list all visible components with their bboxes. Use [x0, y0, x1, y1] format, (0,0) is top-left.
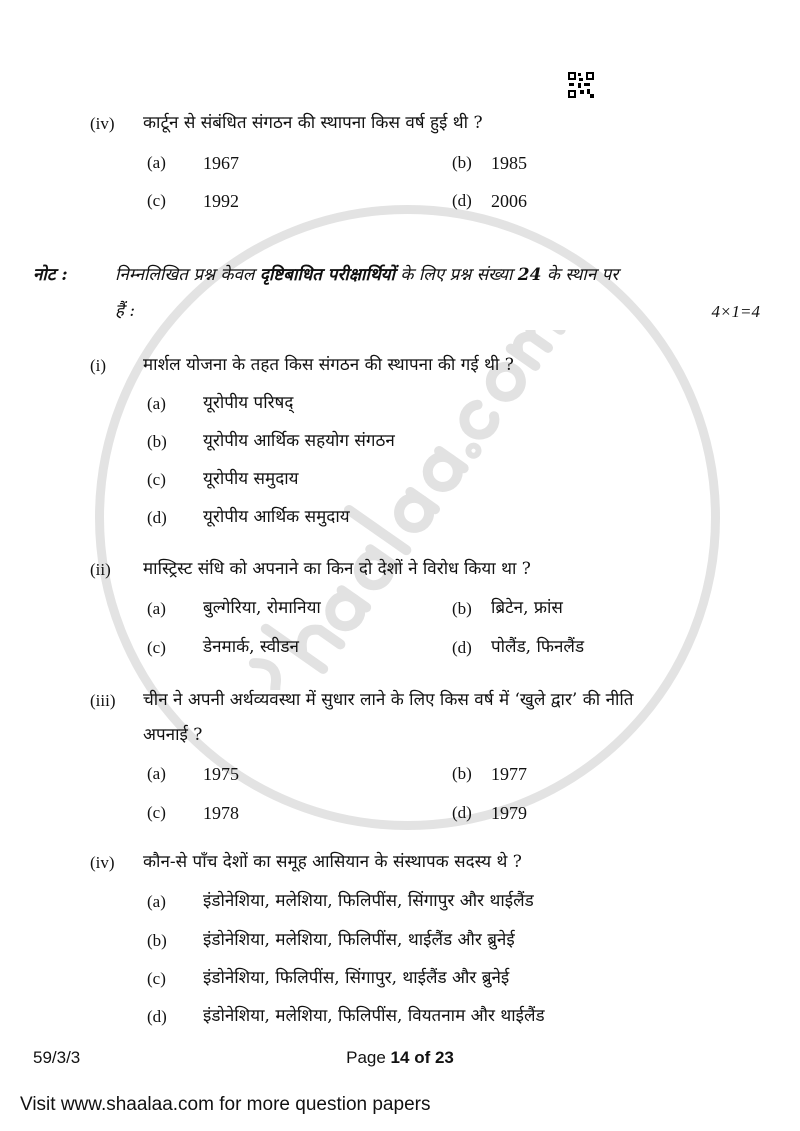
option-label: (b): [147, 931, 167, 950]
option-text: 1992: [203, 191, 239, 211]
qr-code-icon: [568, 72, 594, 98]
option-label: (a): [147, 394, 166, 413]
note-text-mid: के लिए प्रश्न संख्या: [394, 265, 518, 285]
option-text: यूरोपीय परिषद्: [203, 393, 294, 413]
option-label: (a): [147, 892, 166, 911]
note-label: नोट :: [33, 265, 68, 285]
option-label: (d): [452, 803, 472, 822]
page-current: 14: [390, 1048, 410, 1067]
note-text-pre: निम्नलिखित प्रश्न केवल: [115, 265, 260, 285]
option-text: 1985: [491, 153, 527, 173]
question-text: कार्टून से संबंधित संगठन की स्थापना किस वर्ष हुई थी ?: [143, 113, 483, 133]
option-label: (b): [147, 432, 167, 451]
option-text: इंडोनेशिया, मलेशिया, फिलिपींस, सिंगापुर और थाईलैंड: [203, 891, 534, 911]
question-number: (iv): [90, 853, 115, 872]
option-text: ब्रिटेन, फ्रांस: [491, 598, 563, 618]
page-prefix: Page: [346, 1048, 391, 1067]
option-label: (a): [147, 153, 166, 172]
option-label: (c): [147, 638, 166, 657]
paper-code: 59/3/3: [33, 1048, 81, 1067]
option-text: बुल्गेरिया, रोमानिया: [203, 598, 321, 618]
question-text: चीन ने अपनी अर्थव्यवस्था में सुधार लाने के लिए किस वर्ष में ‘खुले द्वार’ की नीति: [143, 690, 634, 710]
question-text: मार्शल योजना के तहत किस संगठन की स्थापना की गई थी ?: [143, 355, 514, 375]
page-number: [330, 1047, 470, 1069]
option-label: (b): [452, 153, 472, 172]
option-text: 1967: [203, 153, 239, 173]
option-label: (c): [147, 803, 166, 822]
page-of: of: [409, 1048, 435, 1067]
option-text: इंडोनेशिया, फिलिपींस, सिंगापुर, थाईलैंड और ब्रुनेई: [203, 968, 510, 988]
option-label: (c): [147, 191, 166, 210]
note-question-number: 24: [517, 265, 542, 285]
option-text: यूरोपीय समुदाय: [203, 469, 299, 489]
option-label: (b): [452, 764, 472, 783]
option-label: (d): [147, 508, 167, 527]
question-number: (i): [90, 356, 107, 375]
question-number: (ii): [90, 560, 111, 579]
option-label: (c): [147, 470, 166, 489]
note-text-line2: हैं :: [115, 301, 136, 321]
option-text: इंडोनेशिया, मलेशिया, फिलिपींस, थाईलैंड और ब्रुनेई: [203, 930, 515, 950]
question-text: कौन-से पाँच देशों का समूह आसियान के संस्थापक सदस्य थे ?: [143, 852, 522, 872]
option-text: इंडोनेशिया, मलेशिया, फिलिपींस, वियतनाम और थाईलैंड: [203, 1006, 545, 1026]
question-number: (iii): [90, 691, 116, 710]
option-text: 1977: [491, 764, 527, 784]
note-text-bold: दृष्टिबाधित परीक्षार्थियों: [259, 265, 395, 285]
question-text: मास्ट्रिस्ट संधि को अपनाने का किन दो देशों ने विरोध किया था ?: [143, 559, 531, 579]
option-text: 2006: [491, 191, 527, 211]
option-text: डेनमार्क, स्वीडन: [203, 637, 299, 657]
question-text-line2: अपनाई ?: [143, 725, 203, 745]
option-text: 1975: [203, 764, 239, 784]
marks: 4×1=4: [711, 302, 760, 321]
option-label: (c): [147, 969, 166, 988]
question-number: (iv): [90, 114, 115, 133]
visit-link[interactable]: Visit www.shaalaa.com for more question papers: [20, 1094, 431, 1115]
option-text: यूरोपीय आर्थिक समुदाय: [203, 507, 350, 527]
option-label: (a): [147, 599, 166, 618]
option-label: (d): [452, 638, 472, 657]
option-label: (b): [452, 599, 472, 618]
option-text: यूरोपीय आर्थिक सहयोग संगठन: [203, 431, 395, 451]
option-text: 1978: [203, 803, 239, 823]
page-total: 23: [434, 1048, 454, 1067]
option-text: 1979: [491, 803, 527, 823]
option-label: (d): [147, 1007, 167, 1026]
note-text-post: के स्थान पर: [541, 265, 619, 285]
option-label: (a): [147, 764, 166, 783]
note-text: [115, 264, 618, 286]
option-text: पोलैंड, फिनलैंड: [491, 637, 585, 657]
option-label: (d): [452, 191, 472, 210]
